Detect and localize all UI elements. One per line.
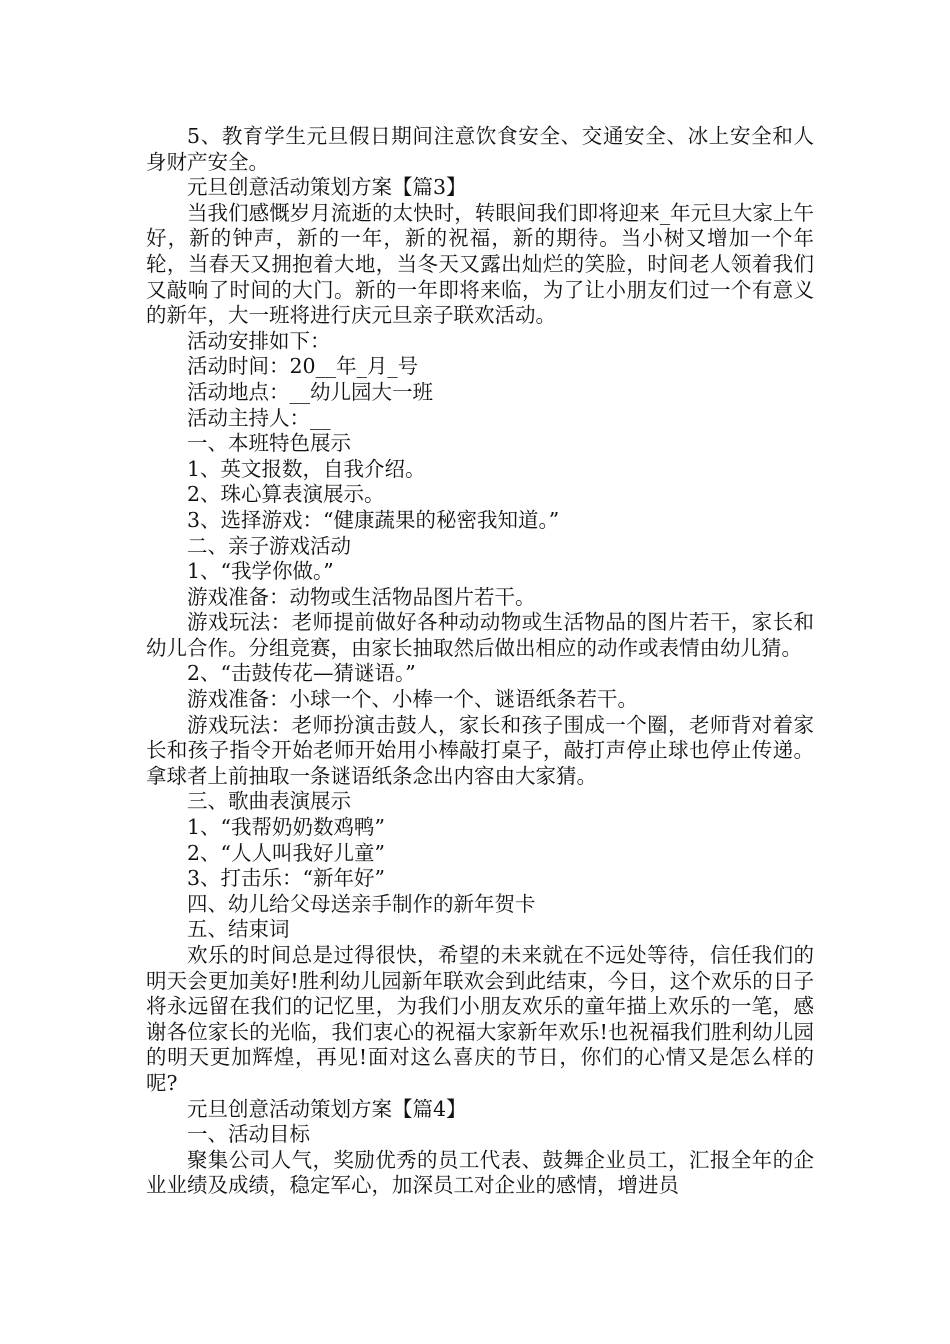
- section-heading: 元旦创意活动策划方案【篇3】: [187, 175, 467, 200]
- paragraph: 1、“我学你做。”: [187, 559, 334, 584]
- paragraph: 聚集公司人气，奖励优秀的员工代表、鼓舞企业员工，汇报全年的企业业绩及成绩，稳定军心，加深员工对企业的感情，增进员: [146, 1147, 814, 1198]
- paragraph: 活动主持人：__: [187, 405, 331, 430]
- document-page: [146, 124, 814, 1199]
- paragraph: 当我们感慨岁月流逝的太快时，转眼间我们即将迎来_年元旦大家上午好，新的钟声，新的一年，新的祝福，新的期待。当小树又增加一个年轮，当春天又拥抱着大地，当冬天又露出灿烂的笑脸，时间老人领着我们又敲响了时间的大门。新的一年即将来临，为了让小朋友们过一个有意义的新年，大一班将进行庆元旦亲子联欢活动。: [146, 200, 814, 328]
- paragraph: 一、活动目标: [187, 1122, 310, 1147]
- paragraph: 活动时间：20__年_月_号: [187, 354, 419, 379]
- paragraph: 活动安排如下：: [187, 328, 331, 353]
- paragraph: 一、本班特色展示: [187, 431, 351, 456]
- paragraph: 五、结束词: [187, 917, 290, 942]
- paragraph: 欢乐的时间总是过得很快，希望的未来就在不远处等待，信任我们的明天会更加美好!胜利幼儿园新年联欢会到此结束，今日，这个欢乐的日子将永远留在我们的记忆里，为我们小朋友欢乐的童年描上欢乐的一笔，感谢各位家长的光临，我们衷心的祝福大家新年欢乐!也祝福我们胜利幼儿园的明天更加辉煌，再见!面对这么喜庆的节日，你们的心情又是怎么样的呢?: [146, 943, 814, 1095]
- paragraph: 2、“人人叫我好儿童”: [187, 840, 386, 865]
- paragraph: 游戏玩法：老师扮演击鼓人，家长和孩子围成一个圈，老师背对着家长和孩子指令开始老师开始用小棒敲打桌子，敲打声停止球也停止传递。拿球者上前抽取一条谜语纸条念出内容由大家猜。: [146, 712, 814, 788]
- paragraph: 2、珠心算表演展示。: [187, 482, 385, 507]
- section-heading: 元旦创意活动策划方案【篇4】: [187, 1096, 467, 1121]
- paragraph: 2、“击鼓传花—猜谜语。”: [187, 661, 416, 686]
- paragraph: 游戏玩法：老师提前做好各种动动物或生活物品的图片若干，家长和幼儿合作。分组竞赛，由家长抽取然后做出相应的动作或表情由幼儿猜。: [146, 610, 814, 660]
- paragraph: 5、教育学生元旦假日期间注意饮食安全、交通安全、冰上安全和人身财产安全。: [146, 124, 814, 174]
- paragraph: 二、亲子游戏活动: [187, 533, 351, 558]
- paragraph: 3、选择游戏：“健康蔬果的秘密我知道。”: [187, 507, 560, 532]
- paragraph: 三、歌曲表演展示: [187, 789, 351, 814]
- paragraph: 活动地点：__幼儿园大一班: [187, 379, 433, 404]
- paragraph: 1、英文报数，自我介绍。: [187, 456, 426, 481]
- paragraph: 游戏准备：动物或生活物品图片若干。: [187, 584, 536, 609]
- paragraph: 四、幼儿给父母送亲手制作的新年贺卡: [187, 891, 536, 916]
- paragraph: 1、“我帮奶奶数鸡鸭”: [187, 815, 386, 840]
- paragraph: 3、打击乐：“新年好”: [187, 866, 386, 891]
- paragraph: 游戏准备：小球一个、小棒一个、谜语纸条若干。: [187, 687, 638, 712]
